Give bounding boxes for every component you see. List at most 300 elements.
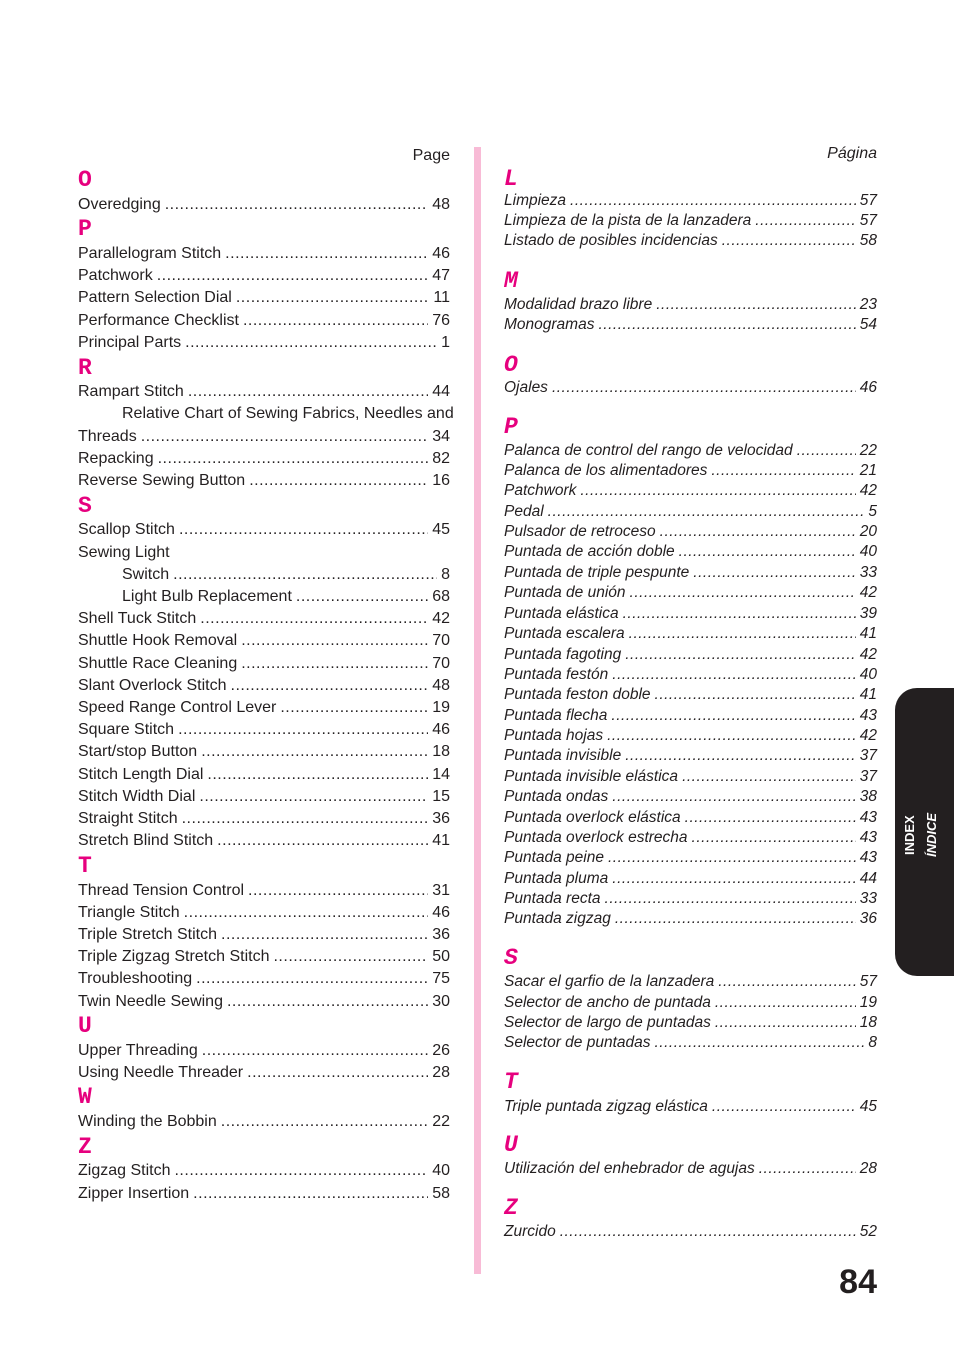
dot-leader <box>607 726 856 746</box>
entry-page-number: 23 <box>859 296 877 313</box>
dot-leader <box>280 698 428 718</box>
entry-page-number: 21 <box>859 462 877 479</box>
entry-name: Puntada hojas <box>504 727 604 744</box>
index-entry <box>504 706 877 726</box>
dot-leader <box>196 969 428 989</box>
dot-leader <box>249 471 428 491</box>
entry-page-number: 15 <box>432 788 450 805</box>
entry-name: Stitch Width Dial <box>78 788 196 805</box>
dot-leader <box>755 211 855 231</box>
index-entry <box>78 698 450 718</box>
index-entry <box>504 1033 877 1053</box>
index-entry <box>78 992 450 1012</box>
dot-leader <box>611 706 855 726</box>
section-letter: M <box>504 268 518 294</box>
entry-name: Selector de largo de puntadas <box>504 1014 711 1031</box>
entry-name: Using Needle Threader <box>78 1064 244 1081</box>
index-entry <box>504 1159 877 1179</box>
dot-leader <box>655 1033 865 1053</box>
dot-leader <box>598 315 855 335</box>
entry-page-number: 43 <box>859 849 877 866</box>
index-entry <box>122 587 450 607</box>
entry-name: Zipper Insertion <box>78 1185 190 1202</box>
dot-leader <box>178 720 428 740</box>
entry-name: Threads <box>78 428 137 445</box>
entry-name: Puntada de acción doble <box>504 543 675 560</box>
dot-leader <box>157 266 429 286</box>
entry-page-number: 30 <box>432 993 450 1010</box>
index-entry <box>78 520 450 540</box>
dot-leader <box>715 993 856 1013</box>
index-entry <box>504 1222 877 1242</box>
entry-page-number: 39 <box>859 605 877 622</box>
index-entry <box>504 522 877 542</box>
dot-leader <box>655 685 856 705</box>
entry-page-number: 44 <box>432 383 450 400</box>
dot-leader <box>202 1041 428 1061</box>
index-entry <box>504 808 877 828</box>
entry-page-number: 43 <box>859 707 877 724</box>
index-entry <box>78 1184 450 1204</box>
dot-leader <box>797 441 856 461</box>
dot-leader <box>182 809 429 829</box>
entry-name: Puntada overlock elástica <box>504 809 681 826</box>
entry-page-number: 45 <box>432 521 450 538</box>
dot-leader <box>605 889 856 909</box>
index-entry <box>78 742 450 762</box>
index-entry <box>78 195 450 215</box>
entry-page-number: 11 <box>433 289 450 306</box>
index-entry <box>504 441 877 461</box>
entry-name: Puntada de unión <box>504 584 626 601</box>
entry-name: Pattern Selection Dial <box>78 289 232 306</box>
entry-page-number: 20 <box>859 523 877 540</box>
dot-leader <box>184 903 429 923</box>
entry-name: Puntada zigzag <box>504 910 611 927</box>
dot-leader <box>236 288 430 308</box>
index-entry <box>78 787 450 807</box>
entry-page-number: 31 <box>432 882 450 899</box>
entry-page-number: 46 <box>432 721 450 738</box>
index-entry <box>78 809 450 829</box>
entry-name: Scallop Stitch <box>78 521 175 538</box>
entry-name: Limpieza de la pista de la lanzadera <box>504 212 752 229</box>
dot-leader <box>200 609 428 629</box>
section-letter: O <box>78 167 92 193</box>
dot-leader <box>660 522 856 542</box>
entry-name: Straight Stitch <box>78 810 178 827</box>
dot-leader <box>273 947 428 967</box>
entry-page-number: 36 <box>432 926 450 943</box>
index-entry <box>504 295 877 315</box>
index-entry <box>504 767 877 787</box>
dot-leader <box>656 295 856 315</box>
entry-name: Patchwork <box>504 482 577 499</box>
entry-page-number: 42 <box>859 646 877 663</box>
dot-leader <box>227 992 428 1012</box>
entry-name: Puntada ondas <box>504 788 609 805</box>
dot-leader <box>722 231 856 251</box>
entry-name: Reverse Sewing Button <box>78 472 246 489</box>
dot-leader <box>179 520 428 540</box>
dot-leader <box>693 563 855 583</box>
dot-leader <box>570 191 856 211</box>
entry-name: Upper Threading <box>78 1042 198 1059</box>
entry-page-number: 42 <box>432 610 450 627</box>
dot-leader <box>247 1063 428 1083</box>
dot-leader <box>141 427 429 447</box>
index-entry <box>504 685 877 705</box>
column-divider <box>474 147 481 1274</box>
entry-page-number: 48 <box>432 677 450 694</box>
dot-leader <box>173 565 437 585</box>
entry-name: Patchwork <box>78 267 153 284</box>
entry-page-number: 46 <box>432 904 450 921</box>
index-entry <box>78 903 450 923</box>
index-entry <box>78 881 450 901</box>
index-entry <box>504 993 877 1013</box>
section-letter: T <box>78 853 92 879</box>
entry-name: Puntada escalera <box>504 625 625 642</box>
dot-leader <box>612 869 855 889</box>
entry-name: Selector de ancho de puntada <box>504 994 711 1011</box>
dot-leader <box>158 449 429 469</box>
index-entry <box>504 378 877 398</box>
dot-leader <box>630 583 856 603</box>
entry-page-number: 70 <box>432 655 450 672</box>
dot-leader <box>165 195 428 215</box>
entry-name: Puntada invisible elástica <box>504 768 679 785</box>
entry-name: Utilización del enhebrador de agujas <box>504 1160 755 1177</box>
entry-page-number: 18 <box>432 743 450 760</box>
entry-page-number: 82 <box>432 450 450 467</box>
entry-name: Limpieza <box>504 192 567 209</box>
entry-name: Puntada overlock estrecha <box>504 829 688 846</box>
index-entry <box>504 746 877 766</box>
dot-leader <box>199 787 428 807</box>
dot-leader <box>759 1159 856 1179</box>
dot-leader <box>692 828 856 848</box>
index-entry <box>504 542 877 562</box>
dot-leader <box>296 587 428 607</box>
entry-page-number: 41 <box>432 832 450 849</box>
entry-name: Stitch Length Dial <box>78 766 204 783</box>
index-entry <box>504 726 877 746</box>
dot-leader <box>615 909 856 929</box>
index-entry <box>78 311 450 331</box>
section-letter: S <box>504 945 518 971</box>
entry-name: Parallelogram Stitch <box>78 245 222 262</box>
entry-name: Repacking <box>78 450 154 467</box>
index-entry <box>78 720 450 740</box>
tab-label-indice: ÍNDICE <box>924 812 939 857</box>
entry-name: Speed Range Control Lever <box>78 699 277 716</box>
index-entry <box>78 333 450 353</box>
dot-leader <box>685 808 856 828</box>
entry-page-number: 46 <box>859 379 877 396</box>
entry-name: Shuttle Race Cleaning <box>78 655 238 672</box>
index-entry <box>78 427 450 447</box>
entry-page-number: 68 <box>432 588 450 605</box>
dot-leader <box>629 624 856 644</box>
entry-name: Stretch Blind Stitch <box>78 832 214 849</box>
dot-leader <box>623 604 856 624</box>
dot-leader <box>243 311 428 331</box>
entry-page-number: 5 <box>868 503 877 520</box>
index-entry <box>504 191 877 211</box>
entry-name: Zigzag Stitch <box>78 1162 171 1179</box>
entry-page-number: 40 <box>859 666 877 683</box>
entry-name: Palanca de control del rango de velocidad <box>504 442 793 459</box>
dot-leader <box>248 881 428 901</box>
section-letter: U <box>78 1013 92 1039</box>
dot-leader <box>241 654 428 674</box>
index-entry <box>122 565 450 585</box>
index-entry <box>504 583 877 603</box>
entry-page-number: 52 <box>859 1223 877 1240</box>
dot-leader <box>193 1184 428 1204</box>
entry-name: Triple Zigzag Stretch Stitch <box>78 948 270 965</box>
index-entry <box>504 665 877 685</box>
index-entry <box>504 502 877 522</box>
entry-page-number: 18 <box>859 1014 877 1031</box>
entry-name: Start/stop Button <box>78 743 198 760</box>
section-letter: P <box>78 216 92 242</box>
index-entry <box>78 288 450 308</box>
dot-leader <box>715 1013 856 1033</box>
entry-name: Shell Tuck Stitch <box>78 610 197 627</box>
entry-page-number: 40 <box>432 1162 450 1179</box>
dot-leader <box>625 645 856 665</box>
index-entry <box>504 787 877 807</box>
entry-page-number: 58 <box>432 1185 450 1202</box>
entry-page-number: 70 <box>432 632 450 649</box>
index-entry <box>78 969 450 989</box>
entry-name: Light Bulb Replacement <box>122 588 292 605</box>
entry-page-number: 36 <box>859 910 877 927</box>
entry-name: Pulsador de retroceso <box>504 523 656 540</box>
entry-page-number: 28 <box>859 1160 877 1177</box>
index-entry <box>504 211 877 231</box>
entry-page-number: 8 <box>441 566 450 583</box>
entry-name: Puntada feston doble <box>504 686 651 703</box>
index-entry <box>78 765 450 785</box>
entry-page-number: 41 <box>859 625 877 642</box>
entry-page-number: 50 <box>432 948 450 965</box>
dot-leader <box>682 767 856 787</box>
index-entry <box>78 543 450 563</box>
dot-leader <box>174 1161 428 1181</box>
entry-name: Sewing Light <box>78 544 170 561</box>
entry-name: Puntada recta <box>504 890 601 907</box>
entry-name: Puntada fagoting <box>504 646 622 663</box>
dot-leader <box>201 742 428 762</box>
index-entry <box>122 404 454 424</box>
entry-name: Relative Chart of Sewing Fabrics, Needles and <box>122 405 454 422</box>
index-entry <box>504 481 877 501</box>
entry-page-number: 44 <box>859 870 877 887</box>
index-entry <box>504 972 877 992</box>
entry-name: Winding the Bobbin <box>78 1113 217 1130</box>
entry-name: Triple Stretch Stitch <box>78 926 218 943</box>
entry-name: Listado de posibles incidencias <box>504 232 718 249</box>
index-entry <box>78 676 450 696</box>
index-entry <box>78 654 450 674</box>
index-entry <box>78 1112 450 1132</box>
index-entry <box>504 231 877 251</box>
entry-page-number: 45 <box>859 1098 877 1115</box>
dot-leader <box>241 631 428 651</box>
page-column-label: Page <box>412 147 450 164</box>
entry-page-number: 19 <box>859 994 877 1011</box>
section-letter: T <box>504 1069 518 1095</box>
dot-leader <box>679 542 856 562</box>
entry-name: Pedal <box>504 503 544 520</box>
entry-name: Square Stitch <box>78 721 175 738</box>
section-letter: P <box>504 414 518 440</box>
dot-leader <box>612 665 855 685</box>
entry-name: Ojales <box>504 379 548 396</box>
entry-page-number: 8 <box>868 1034 877 1051</box>
entry-page-number: 47 <box>432 267 450 284</box>
index-entry <box>78 831 450 851</box>
entry-page-number: 54 <box>859 316 877 333</box>
section-letter: R <box>78 355 92 381</box>
index-entry <box>78 609 450 629</box>
entry-name: Modalidad brazo libre <box>504 296 653 313</box>
entry-page-number: 26 <box>432 1042 450 1059</box>
index-entry <box>78 631 450 651</box>
entry-name: Twin Needle Sewing <box>78 993 223 1010</box>
dot-leader <box>225 244 428 264</box>
dot-leader <box>207 765 428 785</box>
entry-page-number: 19 <box>432 699 450 716</box>
dot-leader <box>612 787 855 807</box>
dot-leader <box>552 378 856 398</box>
dot-leader <box>625 746 856 766</box>
index-entry <box>78 471 450 491</box>
index-entry <box>504 563 877 583</box>
entry-name: Troubleshooting <box>78 970 193 987</box>
entry-name: Puntada festón <box>504 666 609 683</box>
index-entry <box>504 909 877 929</box>
entry-page-number: 46 <box>432 245 450 262</box>
dot-leader <box>221 1112 428 1132</box>
entry-page-number: 1 <box>441 334 450 351</box>
entry-page-number: 22 <box>859 442 877 459</box>
entry-page-number: 33 <box>859 564 877 581</box>
entry-name: Triple puntada zigzag elástica <box>504 1098 708 1115</box>
index-entry <box>78 1041 450 1061</box>
index-entry <box>78 266 450 286</box>
entry-page-number: 57 <box>859 973 877 990</box>
entry-page-number: 40 <box>859 543 877 560</box>
entry-name: Selector de puntadas <box>504 1034 651 1051</box>
dot-leader <box>188 382 428 402</box>
dot-leader <box>608 848 856 868</box>
dot-leader <box>712 1097 856 1117</box>
index-entry <box>504 889 877 909</box>
index-entry <box>78 382 450 402</box>
entry-page-number: 57 <box>859 192 877 209</box>
entry-page-number: 42 <box>859 727 877 744</box>
section-letter: S <box>78 493 92 519</box>
entry-name: Puntada flecha <box>504 707 608 724</box>
section-letter: Z <box>78 1134 92 1160</box>
entry-page-number: 28 <box>432 1064 450 1081</box>
entry-page-number: 48 <box>432 196 450 213</box>
entry-page-number: 76 <box>432 312 450 329</box>
entry-name: Triangle Stitch <box>78 904 180 921</box>
index-entry <box>504 1013 877 1033</box>
entry-page-number: 57 <box>859 212 877 229</box>
entry-page-number: 41 <box>859 686 877 703</box>
entry-name: Sacar el garfio de la lanzadera <box>504 973 715 990</box>
dot-leader <box>560 1222 856 1242</box>
index-entry <box>504 848 877 868</box>
page-number: 84 <box>839 1263 877 1301</box>
entry-name: Puntada elástica <box>504 605 619 622</box>
entry-name: Shuttle Hook Removal <box>78 632 238 649</box>
entry-page-number: 38 <box>859 788 877 805</box>
entry-page-number: 75 <box>432 970 450 987</box>
entry-page-number: 43 <box>859 829 877 846</box>
section-letter: W <box>78 1084 92 1110</box>
entry-name: Thread Tension Control <box>78 882 245 899</box>
index-entry <box>504 869 877 889</box>
entry-name: Puntada pluma <box>504 870 609 887</box>
entry-page-number: 14 <box>432 766 450 783</box>
dot-leader <box>185 333 437 353</box>
index-entry <box>504 315 877 335</box>
entry-name: Rampart Stitch <box>78 383 184 400</box>
index-entry <box>78 244 450 264</box>
dot-leader <box>217 831 428 851</box>
entry-page-number: 37 <box>859 768 877 785</box>
entry-name: Monogramas <box>504 316 595 333</box>
entry-page-number: 36 <box>432 810 450 827</box>
index-entry <box>504 1097 877 1117</box>
index-entry <box>504 624 877 644</box>
section-letter: O <box>504 352 518 378</box>
dot-leader <box>580 481 855 501</box>
section-letter: L <box>504 166 518 192</box>
entry-page-number: 43 <box>859 809 877 826</box>
dot-leader <box>711 461 855 481</box>
index-entry <box>504 828 877 848</box>
index-entry <box>78 1161 450 1181</box>
entry-page-number: 33 <box>859 890 877 907</box>
index-entry <box>78 947 450 967</box>
tab-label-index: INDEX <box>902 815 917 855</box>
entry-name: Zurcido <box>504 1223 556 1240</box>
section-letter: U <box>504 1132 518 1158</box>
entry-page-number: 34 <box>432 428 450 445</box>
entry-name: Puntada invisible <box>504 747 622 764</box>
dot-leader <box>548 502 865 522</box>
index-entry <box>78 1063 450 1083</box>
entry-name: Palanca de los alimentadores <box>504 462 708 479</box>
entry-name: Principal Parts <box>78 334 182 351</box>
pagina-column-label: Página <box>827 145 877 162</box>
index-entry <box>504 645 877 665</box>
entry-name: Slant Overlock Stitch <box>78 677 227 694</box>
entry-page-number: 22 <box>432 1113 450 1130</box>
entry-name: Overedging <box>78 196 161 213</box>
entry-page-number: 58 <box>859 232 877 249</box>
entry-name: Puntada de triple pespunte <box>504 564 690 581</box>
entry-page-number: 42 <box>859 482 877 499</box>
